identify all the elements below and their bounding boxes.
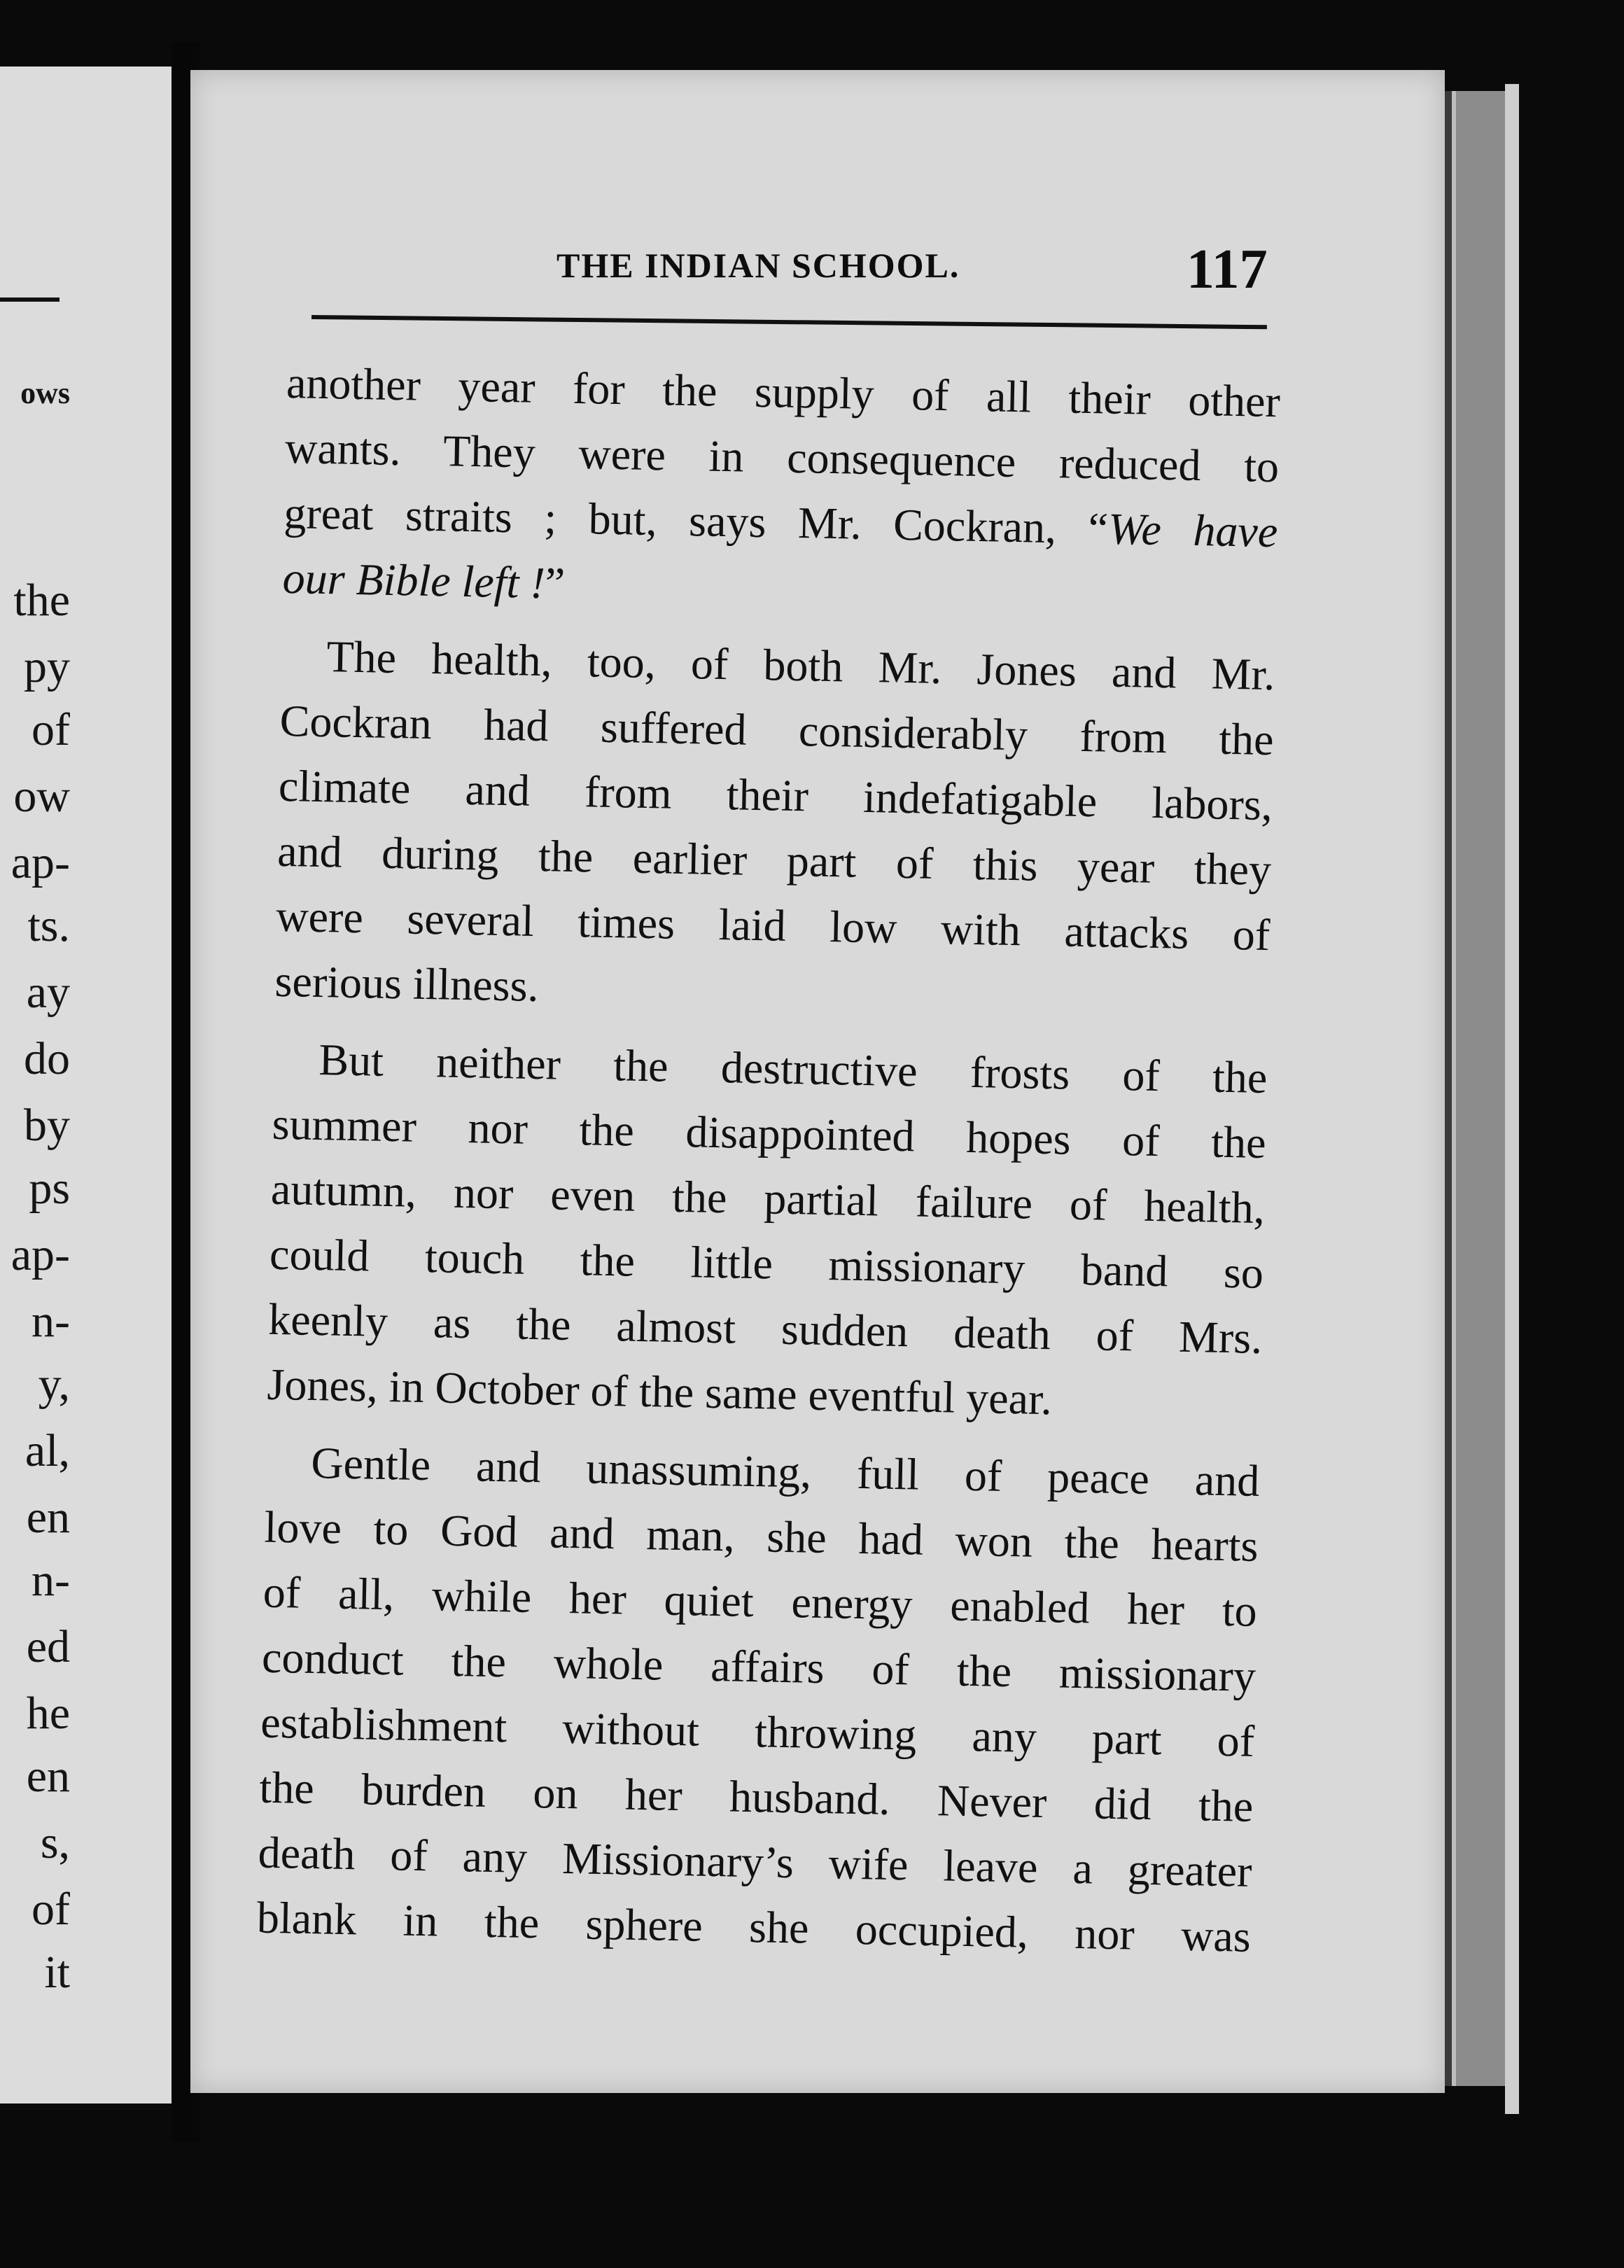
facing-page-fragment-text: ts. bbox=[27, 900, 70, 951]
text-span: ” bbox=[545, 558, 566, 608]
text-line: The health, too, of both Mr. Jones and Mr. bbox=[326, 631, 1276, 700]
italic-quote: our Bible left ! bbox=[282, 552, 546, 608]
page-edge bbox=[1505, 84, 1519, 2114]
facing-page-fragment-text: the bbox=[13, 575, 70, 626]
body-text bbox=[256, 350, 1281, 1969]
facing-page-header-rule bbox=[0, 298, 59, 302]
running-title: THE INDIAN SCHOOL. bbox=[556, 246, 960, 285]
text-line: serious illness. bbox=[274, 955, 540, 1011]
text-line: But neither the destructive frosts of the bbox=[318, 1035, 1268, 1103]
text-line: autumn, nor even the partial failure of health, bbox=[270, 1163, 1266, 1233]
text-line: were several times laid low with attacks of bbox=[275, 890, 1270, 960]
facing-page-fragment-text: ows bbox=[20, 376, 70, 410]
text-line: of all, while her quiet energy enabled her to bbox=[262, 1567, 1258, 1636]
text-line: could touch the little missionary band so bbox=[269, 1228, 1264, 1298]
text-line: keenly as the almost sudden death of Mrs. bbox=[267, 1294, 1263, 1363]
facing-page-fragment-text: by bbox=[24, 1100, 70, 1151]
facing-page-fragment-text: ed bbox=[26, 1621, 70, 1672]
text-line: Cockran had suffered considerably from the bbox=[279, 695, 1275, 765]
text-line: Jones, in October of the same eventful year. bbox=[266, 1359, 1053, 1424]
text-line: love to God and man, she had won the hearts bbox=[264, 1502, 1259, 1571]
text-line: another year for the supply of all their other bbox=[286, 357, 1281, 427]
facing-page-fragment-text: ay bbox=[26, 967, 70, 1018]
facing-page-fragment-text: it bbox=[44, 1947, 70, 1998]
facing-page-fragment-text: py bbox=[24, 641, 70, 692]
facing-page-fragment-text: y, bbox=[38, 1359, 70, 1410]
text-line: blank in the sphere she occupied, nor was bbox=[256, 1892, 1252, 1961]
page-edge bbox=[1456, 91, 1505, 2086]
text-span: great straits ; but, says Mr. Cockran, “ bbox=[283, 487, 1109, 554]
text-line: the burden on her husband. Never did the bbox=[258, 1762, 1254, 1831]
facing-page-fragment-text: ps bbox=[29, 1163, 70, 1214]
text-line: climate and from their indefatigable labors, bbox=[278, 760, 1273, 830]
text-line: Gentle and unassuming, full of peace and bbox=[310, 1437, 1260, 1506]
facing-page-fragment bbox=[0, 66, 176, 2104]
facing-page-fragment-text: he bbox=[26, 1688, 70, 1739]
text-line: conduct the whole affairs of the missionary bbox=[261, 1632, 1256, 1701]
paragraph bbox=[274, 623, 1275, 1032]
facing-page-fragment-text: en bbox=[26, 1492, 70, 1543]
text-line: and during the earlier part of this year they bbox=[276, 825, 1272, 895]
facing-page-fragment-text: ow bbox=[13, 771, 70, 822]
text-line: death of any Missionary’s wife leave a greater bbox=[258, 1827, 1253, 1896]
facing-page-fragment-text: ap- bbox=[10, 1229, 70, 1280]
facing-page-fragment-text: s, bbox=[40, 1817, 70, 1868]
text-line: wants. They were in consequence reduced to bbox=[284, 422, 1280, 492]
paragraph bbox=[256, 1429, 1260, 1969]
facing-page-fragment-text: en bbox=[26, 1751, 70, 1802]
paragraph bbox=[267, 1026, 1268, 1436]
page-number: 117 bbox=[1186, 239, 1268, 300]
text-line: establishment without throwing any part of bbox=[260, 1697, 1255, 1766]
text-line: summer nor the disappointed hopes of the bbox=[272, 1098, 1267, 1168]
facing-page-fragment-text: n- bbox=[31, 1555, 70, 1606]
facing-page-fragment-text: ap- bbox=[10, 837, 70, 888]
facing-page-fragment-text: of bbox=[31, 704, 70, 755]
facing-page-fragment-text: of bbox=[31, 1884, 70, 1935]
facing-page-fragment-text: do bbox=[24, 1033, 70, 1084]
facing-page-fragment-text: n- bbox=[31, 1296, 70, 1347]
paragraph bbox=[282, 350, 1281, 629]
facing-page-fragment-text: al, bbox=[24, 1425, 70, 1476]
italic-quote: We have bbox=[1107, 503, 1278, 557]
